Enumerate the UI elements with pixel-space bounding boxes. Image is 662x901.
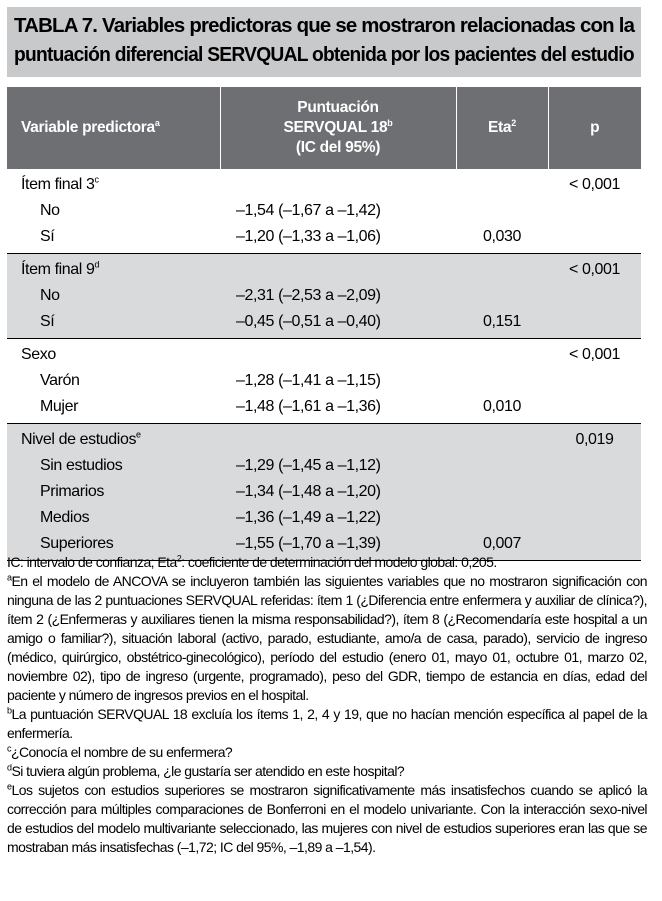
row-label: Primarios	[7, 479, 220, 505]
table-row	[7, 254, 641, 284]
table-row	[7, 339, 641, 369]
header-puntuacion: Puntuación SERVQUAL 18$^b$ (IC del 95%)	[220, 87, 456, 169]
group-label: Sexo	[7, 339, 220, 369]
table-row	[7, 505, 641, 531]
p-value: < 0,001	[548, 339, 641, 369]
p-value: 0,019	[548, 424, 641, 454]
row-eta	[456, 479, 548, 505]
row-label: No	[7, 283, 220, 309]
group-label: Ítem final 3$^c$	[7, 169, 220, 198]
table-row	[7, 224, 641, 254]
group-label: Nivel de estudios$^e$	[7, 424, 220, 454]
header-variable: Variable predictora$^a$	[7, 87, 220, 169]
row-eta	[456, 453, 548, 479]
table-row	[7, 453, 641, 479]
row-label: Sin estudios	[7, 453, 220, 479]
table-row	[7, 283, 641, 309]
row-eta	[456, 505, 548, 531]
header-eta: Eta$^2$	[456, 87, 548, 169]
footnote-b: $^b$La puntuación SERVQUAL 18 excluía los ítems 1, 2, 4 y 19, que no hacían mención específica al papel de la enfermería.	[7, 705, 647, 741]
footnote-c: $^c$¿Conocía el nombre de su enfermera?	[7, 743, 233, 760]
table-row	[7, 368, 641, 394]
row-eta: 0,010	[456, 394, 548, 424]
header-p: p	[590, 119, 600, 136]
row-label: Varón	[7, 368, 220, 394]
row-label: Mujer	[7, 394, 220, 424]
table-row	[7, 394, 641, 424]
row-label: Sí	[7, 224, 220, 254]
footnote-a: $^a$En el modelo de ANCOVA se incluyeron también las siguientes variables que no mostraron significación con ninguna de las 2 puntuaciones SERVQUAL referidas: ítem 1 (¿Diferencia entre enfermera y auxiliar de clínica?), ítem 2 (¿Enfermeras y auxiliares tienen la misma responsabilidad?), ítem 8 (¿Recomendaría este hospital a un amigo o familiar?), situación laboral (activo, parado, estudiante, amo/a de casa, parado), servicio de ingreso (médico, quirúrgico, obstétrico-ginecológico), período del estudio (enero 01, mayo 01, octubre 01, marzo 02, noviembre 02), tipo de ingreso (urgente, programado), peso del GDR, tiempo de estancia en días, edad del paciente y número de ingresos previos en el hospital.	[7, 572, 647, 703]
row-punt: –1,36 (–1,49 a –1,22)	[220, 505, 456, 531]
row-eta: 0,151	[456, 309, 548, 339]
row-punt: –1,29 (–1,45 a –1,12)	[220, 453, 456, 479]
table-row	[7, 424, 641, 454]
row-punt: –2,31 (–2,53 a –2,09)	[220, 283, 456, 309]
table-title-line-2: puntuación diferencial SERVQUAL obtenida por los pacientes del estudio	[14, 43, 634, 66]
row-label: No	[7, 198, 220, 224]
group-sexo	[7, 339, 641, 424]
p-value: < 0,001	[548, 254, 641, 284]
row-punt: –1,54 (–1,67 a –1,42)	[220, 198, 456, 224]
table-row	[7, 169, 641, 198]
row-punt: –0,45 (–0,51 a –0,40)	[220, 309, 456, 339]
row-label: Medios	[7, 505, 220, 531]
group-item-final-3	[7, 169, 641, 254]
row-eta: 0,007	[456, 531, 548, 561]
table-row	[7, 309, 641, 339]
table-header	[7, 87, 641, 169]
table-row	[7, 198, 641, 224]
row-punt: –1,48 (–1,61 a –1,36)	[220, 394, 456, 424]
group-label: Ítem final 9$^d$	[7, 254, 220, 284]
row-punt: –1,20 (–1,33 a –1,06)	[220, 224, 456, 254]
row-eta	[456, 368, 548, 394]
footnote-d: $^d$Si tuviera algún problema, ¿le gustaría ser atendido en este hospital?	[7, 762, 405, 779]
row-eta: 0,030	[456, 224, 548, 254]
p-value: < 0,001	[548, 169, 641, 198]
data-table-wrapper	[7, 87, 641, 561]
row-label: Sí	[7, 309, 220, 339]
footnote-ic: IC: intervalo de confianza; Eta$^2$: coeficiente de determinación del modelo global: 0,205.	[7, 553, 497, 570]
row-eta	[456, 283, 548, 309]
row-eta	[456, 198, 548, 224]
table-row	[7, 479, 641, 505]
group-nivel-de-estudios	[7, 424, 641, 561]
row-label: Superiores	[7, 531, 220, 561]
row-punt: –1,55 (–1,70 a –1,39)	[220, 531, 456, 561]
table-footnotes	[7, 553, 647, 857]
row-punt: –1,28 (–1,41 a –1,15)	[220, 368, 456, 394]
table-title	[7, 7, 641, 77]
row-punt: –1,34 (–1,48 a –1,20)	[220, 479, 456, 505]
table-title-line-1: TABLA 7. Variables predictoras que se mostraron relacionadas con la	[14, 14, 635, 37]
data-table	[7, 87, 641, 561]
footnote-e: $^e$Los sujetos con estudios superiores se mostraron significativamente más insatisfechos cuando se aplicó la corrección para múltiples comparaciones de Bonferroni en el modelo univariante. Con la interacción sexo-nivel de estudios del modelo multivariante seleccionado, las mujeres con nivel de estudios superiores eran las que se mostraban más insatisfechas (–1,72; IC del 95%, –1,89 a –1,54).	[7, 781, 647, 855]
group-item-final-9	[7, 254, 641, 339]
